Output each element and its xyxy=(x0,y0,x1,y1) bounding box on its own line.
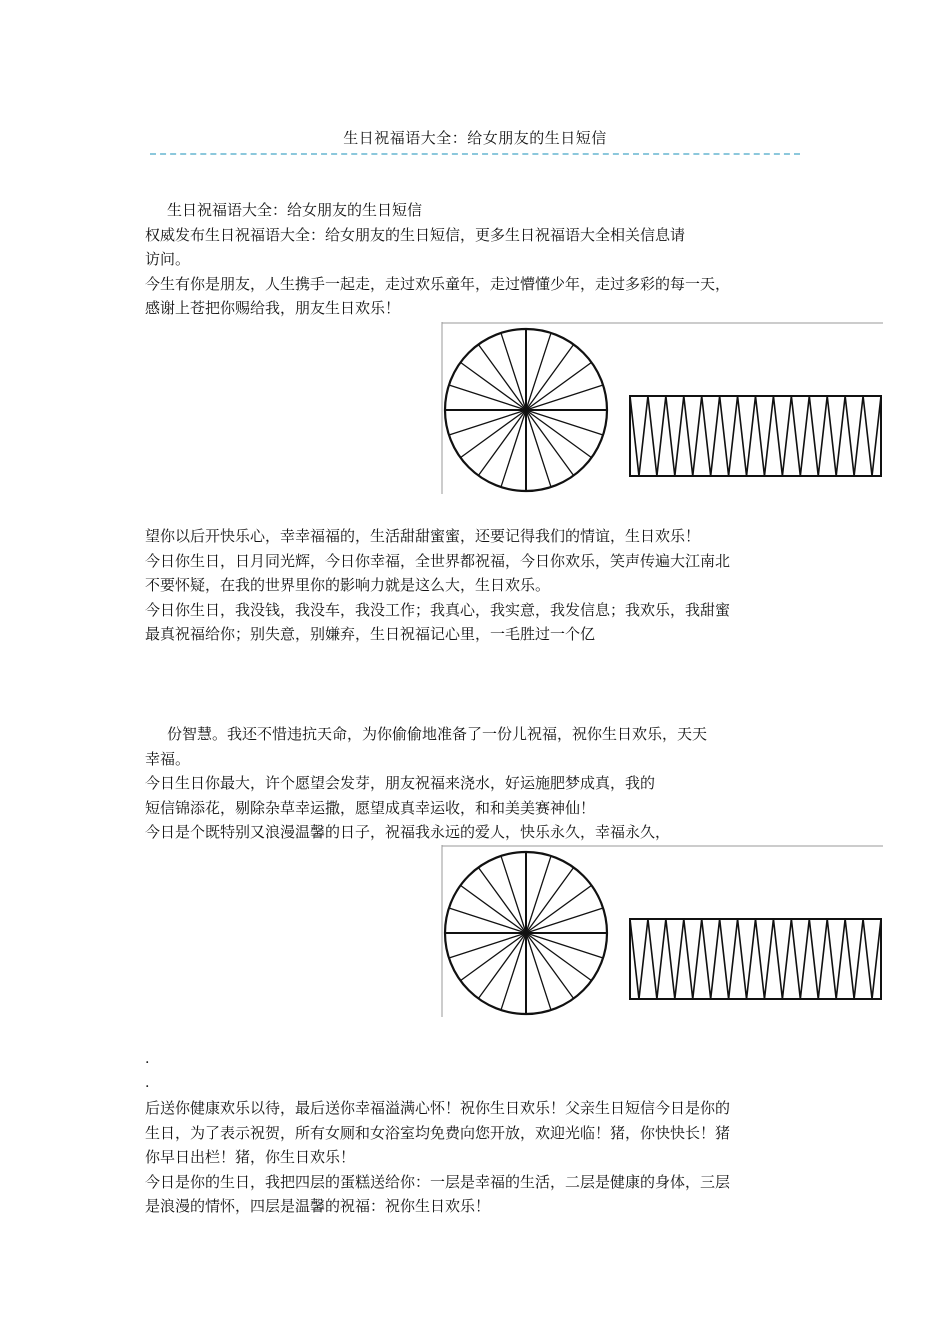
figure-2 xyxy=(441,845,883,1017)
text-line: 份智慧。我还不惜违抗天命，为你偷偷地准备了一份儿祝福，祝你生日欢乐，天天 xyxy=(167,725,708,743)
text-line: 今日你生日，日月同光辉，今日你幸福，全世界都祝福，今日你欢乐，笑声传遍大江南北 xyxy=(145,551,731,570)
spoked-wheel-icon xyxy=(445,852,607,1014)
text-line: 望你以后开快乐心，幸幸福福的，生活甜甜蜜蜜，还要记得我们的情谊，生日欢乐！ xyxy=(145,527,701,545)
spoked-wheel-icon xyxy=(445,329,607,491)
text-line: 幸福。 xyxy=(145,749,191,768)
text-line: 短信锦添花，剔除杂草幸运撒，愿望成真幸运收，和和美美赛神仙！ xyxy=(145,798,596,817)
dot-mark: . xyxy=(145,1051,150,1067)
zigzag-pattern-icon xyxy=(630,919,881,999)
figure-1 xyxy=(441,322,883,494)
text-line: 今生有你是朋友，人生携手一起走，走过欢乐童年，走过懵懂少年，走过多彩的每一天， xyxy=(145,274,731,293)
paragraph-block-1 xyxy=(145,198,810,321)
text-line: 感谢上苍把你赐给我，朋友生日欢乐！ xyxy=(145,299,401,317)
text-line: 访问。 xyxy=(145,250,191,268)
text-line: 最真祝福给你；别失意，别嫌弃，生日祝福记心里，一毛胜过一个亿 xyxy=(145,625,596,643)
paragraph-block-2 xyxy=(145,524,810,647)
paragraph-block-4 xyxy=(145,1096,810,1219)
text-line: 不要怀疑，在我的世界里你的影响力就是这么大，生日欢乐。 xyxy=(145,576,551,594)
text-line: 后送你健康欢乐以待，最后送你幸福溢满心怀！祝你生日欢乐！父亲生日短信今日是你的 xyxy=(145,1099,731,1117)
text-line: 你早日出栏！猪，你生日欢乐！ xyxy=(145,1148,356,1166)
text-line: 生日祝福语大全：给女朋友的生日短信 xyxy=(167,201,423,219)
title-divider xyxy=(150,153,800,155)
paragraph-block-3 xyxy=(145,722,810,845)
text-line: 权威发布生日祝福语大全：给女朋友的生日短信，更多生日祝福语大全相关信息请 xyxy=(145,225,686,244)
text-line: 今日是你的生日，我把四层的蛋糕送给你：一层是幸福的生活，二层是健康的身体，三层 xyxy=(145,1172,731,1191)
text-line: 今日生日你最大，许个愿望会发芽，朋友祝福来浇水，好运施肥梦成真，我的 xyxy=(145,774,656,792)
text-line: 是浪漫的情怀，四层是温馨的祝福：祝你生日欢乐！ xyxy=(145,1197,491,1215)
dot-mark: . xyxy=(145,1075,150,1091)
zigzag-pattern-icon xyxy=(630,396,881,476)
text-line: 生日，为了表示祝贺，所有女厕和女浴室均免费向您开放，欢迎光临！猪，你快快长！猪 xyxy=(145,1123,731,1142)
text-line: 今日你生日，我没钱，我没车，我没工作；我真心，我实意，我发信息；我欢乐，我甜蜜 xyxy=(145,600,731,619)
document-title: 生日祝福语大全：给女朋友的生日短信 xyxy=(343,129,607,147)
text-line: 今日是个既特别又浪漫温馨的日子，祝福我永远的爱人，快乐永久，幸福永久， xyxy=(145,823,671,841)
